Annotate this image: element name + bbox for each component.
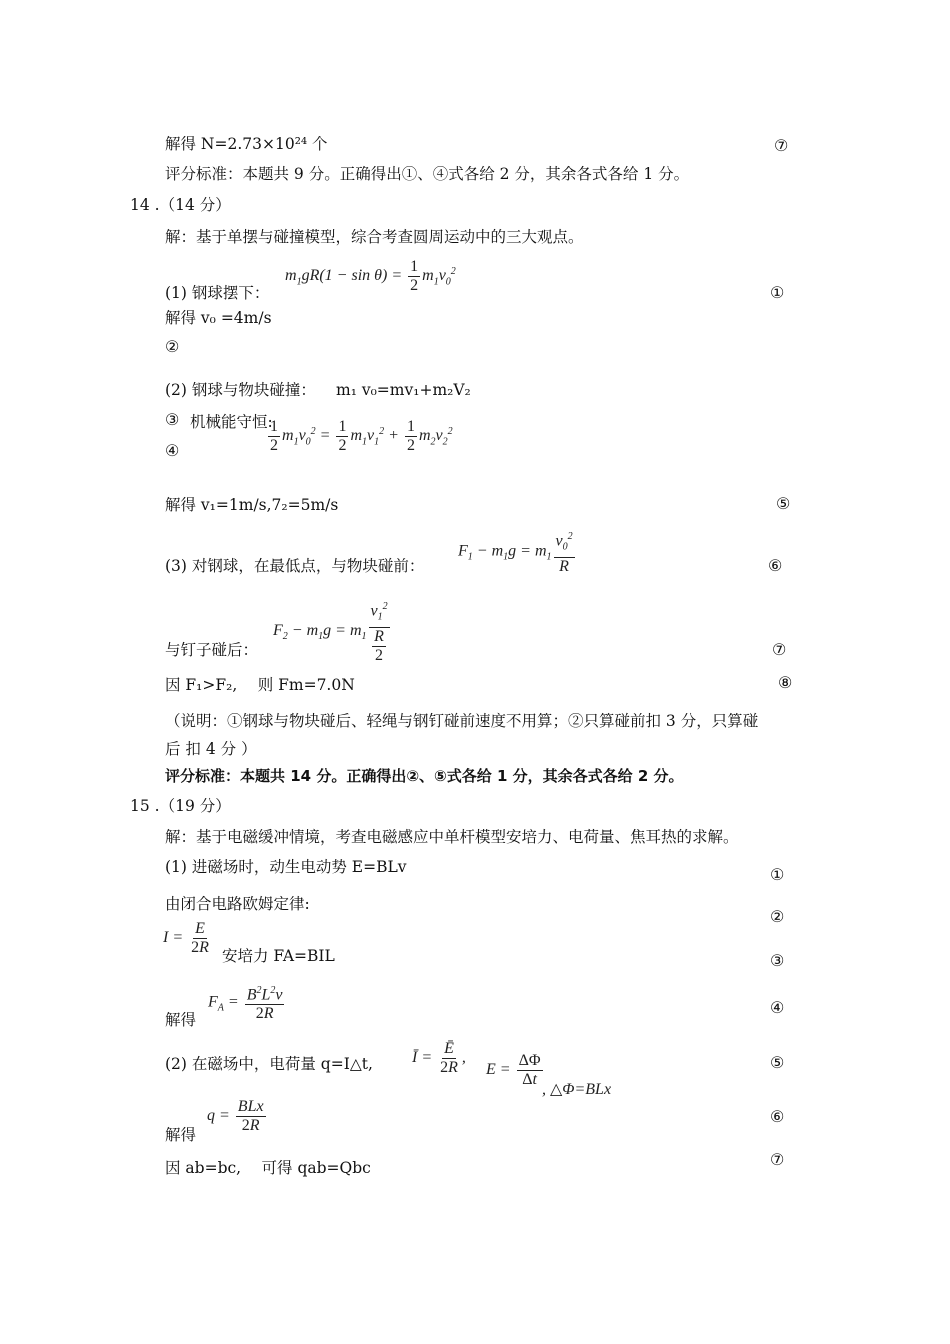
eq-marker: ③ (770, 951, 785, 970)
eq-marker: ① (770, 865, 785, 884)
formula-f1: $F_1 - m_1g = m_1$ $\frac{v_0^2}{R}$ (458, 528, 577, 576)
solve-label-1: 解得 (165, 1011, 197, 1029)
formula-f2: $F_2 - m_1g = m_1$ $\frac{v_1^2}{\frac{R}{2}}$ (273, 598, 392, 665)
solve-label-2: 解得 (165, 1126, 197, 1144)
question-15-intro: 解：基于电磁缓冲情境，考查电磁感应中单杆模型安培力、电荷量、焦耳热的求解。 (165, 828, 739, 846)
eq-marker: ⑥ (768, 556, 783, 575)
eq-marker: ③ (165, 410, 180, 429)
eq-marker: ⑦ (772, 640, 787, 659)
q15-step-2: (2) 在磁场中，电荷量 q=I△t, (165, 1055, 373, 1073)
result-v1-v2: 解得 v₁=1m/s,7₂=5m/s (165, 496, 339, 514)
formula-q: q = $\frac{\text{BLx}}{2R}$ (207, 1098, 264, 1134)
formula-avg-current: Ī = $\frac{Ē}{2R}$ , (412, 1040, 466, 1076)
answer-line-n: 解得 N=2.73×10²⁴ 个 (165, 135, 328, 153)
scoring-note: 评分标准：本题共 9 分。正确得出①、④式各给 2 分，其余各式各给 1 分。 (165, 165, 690, 183)
result-v0: 解得 v₀ =4m/s (165, 309, 272, 327)
question-15-header: 15 .（19 分） (130, 797, 231, 815)
after-nail-label: 与钉子碰后： (165, 641, 259, 659)
ohm-law-label: 由闭合电路欧姆定律: (165, 895, 310, 913)
energy-conservation-label: 机械能守恒: (190, 413, 273, 431)
question-14-scoring: 评分标准：本题共 14 分。正确得出②、⑤式各给 1 分，其余各式各给 2 分。 (165, 767, 684, 785)
result-fm: 因 F₁>F₂, 则 Fm=7.0N (165, 676, 355, 694)
question-14-intro: 解：基于单摆与碰撞模型，综合考查圆周运动中的三大观点。 (165, 228, 584, 246)
eq-marker: ⑤ (776, 494, 791, 513)
note-line-1: （说明：①钢球与物块碰后、轻绳与钢钉碰前速度不用算；②只算碰前扣 3 分，只算碰 (165, 712, 759, 730)
question-14-header: 14 .（14 分） (130, 196, 231, 214)
step-3-label: (3) 对钢球，在最低点，与物块碰前： (165, 557, 425, 575)
eq-marker: ⑥ (770, 1107, 785, 1126)
formula-fa: $F_A$ = $\frac{B^2L^2v}{2R}$ (208, 982, 286, 1023)
note-line-2: 后 扣 4 分 ） (165, 740, 257, 758)
momentum-equation: m₁ v₀=mv₁+m₂V₂ (336, 381, 471, 399)
formula-current: I = $\frac{E}{2R}$ (163, 920, 209, 956)
q15-step-1: (1) 进磁场时，动生电动势 E=BLv (165, 858, 407, 876)
ampere-force: 安培力 FA=BIL (222, 947, 335, 965)
formula-emf-flux: E = $\frac{\Delta\Phi}{\Delta t}$ (486, 1052, 541, 1088)
flux-change: , △Φ=BLx (542, 1081, 612, 1098)
formula-energy-collision: $\frac{1}{2}$ $m_1v_0^2$ = $\frac{1}{2}$ $m_1v_1^2$ + $\frac{1}{2}$ $m_2v_2^2$ (270, 418, 453, 454)
eq-marker: ② (770, 907, 785, 926)
eq-marker: ④ (165, 441, 180, 460)
eq-marker: ⑦ (774, 136, 789, 155)
step-2-label: (2) 钢球与物块碰撞： (165, 381, 316, 399)
step-1-label: (1) 钢球摆下： (165, 284, 270, 302)
eq-marker: ④ (770, 998, 785, 1017)
eq-marker: ⑧ (778, 673, 793, 692)
result-qab: 因 ab=bc, 可得 qab=Qbc (165, 1159, 371, 1177)
eq-marker: ① (770, 283, 785, 302)
eq-marker: ⑤ (770, 1053, 785, 1072)
eq-marker: ⑦ (770, 1150, 785, 1169)
eq-marker: ② (165, 337, 180, 356)
formula-energy-swing: $m_1gR(1 - \sin \theta)$ = $\frac{1}{2}$ $m_1v_0^2$ (285, 258, 456, 294)
